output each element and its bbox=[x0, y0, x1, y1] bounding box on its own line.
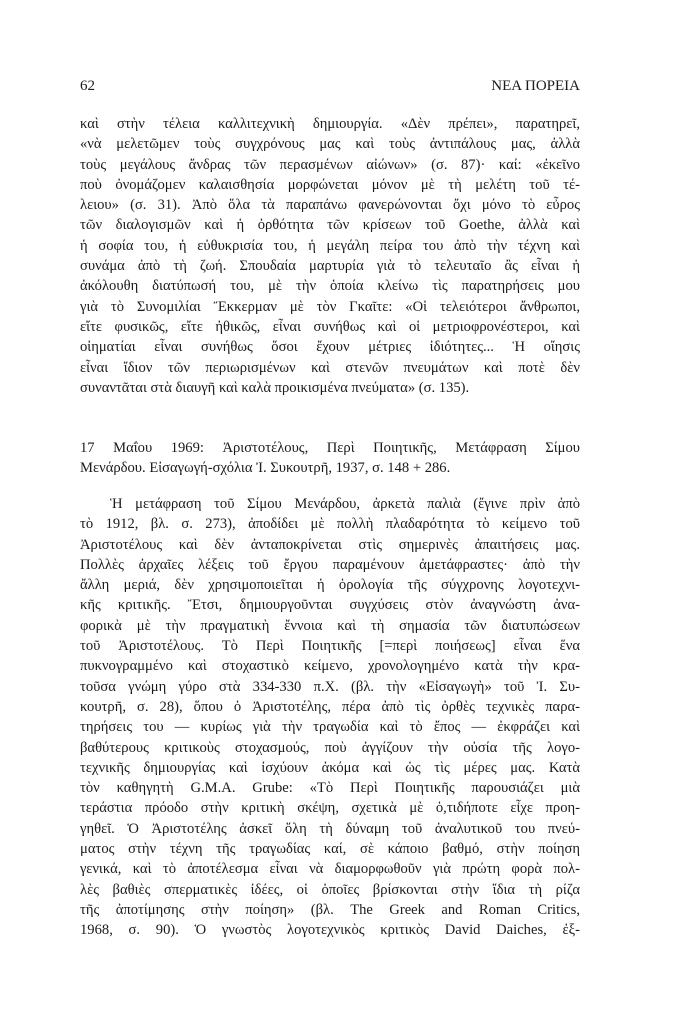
text-line: γηθεῖ. Ὁ Ἀριστοτέλης ἀσκεῖ ὅλη τὴ δύναμη τοῦ ἀναλυτικοῦ του πνεύ- bbox=[80, 820, 580, 837]
text-line: εἴτε φυσικῶς, εἴτε ἠθικῶς, εἶναι συνήθως καὶ οἱ μετριοφρονέστεροι, καὶ bbox=[80, 318, 580, 335]
text-line: ἡ σοφία του, ἡ εὐθυκρισία του, ἡ μεγάλη πείρα του ἀπὸ τὴν τέχνη καὶ bbox=[80, 237, 580, 254]
text-line: Ἡ μετάφραση τοῦ Σίμου Μενάρδου, ἀρκετὰ παλιὰ (ἔγινε πρὶν ἀπὸ bbox=[110, 496, 580, 512]
text-line: βαθύτερους κριτικοὺς στοχασμούς, ποὺ ἀγγίζουν τὴν οὐσία τῆς λογο- bbox=[80, 739, 580, 756]
text-line: Ἀριστοτέλους καὶ δὲν ἀνταποκρίνεται στὶς σημερινὲς ἀπαιτήσεις μας. bbox=[80, 536, 580, 553]
text-line: 17 Μαΐου 1969: Ἀριστοτέλους, Περὶ Ποιητικῆς, Μετάφραση Σίμου bbox=[80, 440, 580, 456]
paragraph-poetics-review bbox=[80, 494, 580, 941]
running-title: ΝΕΑ ΠΟΡΕΙΑ bbox=[491, 78, 580, 94]
text-line: οἰηματίαι εἶναι συνήθως ὅσοι ἔχουν μέτριες ἰδιότητες... Ἡ οἴησις bbox=[80, 339, 580, 356]
text-line: λὲς βαθιὲς σπερματικὲς ἰδέες, οἱ ὁποῖες βρίσκονται στὴν ἴδια τὴ ρίζα bbox=[80, 881, 580, 898]
text-line: φορικὰ μὲ τὴν πραγματικὴ ἔννοια καὶ τὴ σημασία τῶν διατυπώσεων bbox=[80, 617, 580, 634]
text-line: τὸ 1912, βλ. σ. 273), ἀποδίδει μὲ πολλὴ πλαδαρότητα τὸ κείμενο τοῦ bbox=[80, 516, 580, 533]
text-line: τεράστια πρόοδο στὴν κριτικὴ σκέψη, σχετικὰ μὲ ὁ,τιδήποτε εἶχε προη- bbox=[80, 800, 580, 817]
text-line: ποὺ ὀνομάζομεν καλαισθησία μορφώνεται μόνον μὲ τὴ μελέτη τοῦ τέ- bbox=[80, 176, 580, 193]
text-line: τηρήσεις του — κυρίως γιὰ τὴν τραγωδία καὶ τὸ ἔπος — ἐκφράζει καὶ bbox=[80, 719, 580, 736]
text-line: τεχνικῆς δημιουργίας καὶ ἰσχύουν ἀκόμα καὶ ὡς τὶς μέρες μας. Κατὰ bbox=[80, 759, 580, 776]
text-line: πυκνογραμμένο καὶ στοχαστικὸ κείμενο, χρονολογημένο κατὰ τὴν κρα- bbox=[80, 658, 580, 675]
entry-heading bbox=[80, 438, 580, 479]
text-line: κουτρῆ, σ. 28), ὅπου ὁ Ἀριστοτέλης, πέρα ἀπὸ τὶς ὀρθὲς τεχνικὲς παρα- bbox=[80, 698, 580, 715]
paragraph-goethe-quotes bbox=[80, 114, 580, 398]
text-line: τὸν καθηγητὴ G.M.A. Grube: «Τὸ Περὶ Ποιητικῆς παρουσιάζει μιὰ bbox=[80, 780, 580, 797]
text-line: εἶναι ἴδιον τῶν περιωρισμένων καὶ στενῶν πνευμάτων καὶ ποτὲ δὲν bbox=[80, 359, 580, 376]
text-line: καὶ στὴν τέλεια καλλιτεχνικὴ δημιουργία. «Δὲν πρέπει», παρατηρεῖ, bbox=[80, 116, 580, 132]
text-line: τῆς ἀποτίμησης στὴν ποίηση» (βλ. The Greek and Roman Critics, bbox=[80, 901, 580, 918]
text-line: τῶν διαλογισμῶν καὶ ἡ ὀρθότητα τῶν κρίσεων τοῦ Goethe, ἀλλὰ καὶ bbox=[80, 217, 580, 234]
text-line: «νὰ μελετῶμεν τοὺς συγχρόνους μας καὶ τοὺς ἀντιπάλους μας, ἀλλὰ bbox=[80, 136, 580, 153]
text-line: ματος στὴν τέχνη τῆς τραγωδίας καί, σὲ κάποιο βαθμό, στὴν ποίηση bbox=[80, 841, 580, 858]
text-line: Μενάρδου. Εἰσαγωγή-σχόλια Ἰ. Συκουτρῆ, 1937, σ. 148 + 286. bbox=[80, 460, 451, 477]
text-line: ἄλλη μεριά, δὲν χρησιμοποιεῖται ἡ ὁρολογία τῆς σύγχρονης λογοτεχνι- bbox=[80, 577, 580, 594]
text-line: Πολλὲς ἀρχαῖες λέξεις τοῦ ἔργου παραμένουν ἀμετάφραστες· ἀπὸ τὴν bbox=[80, 556, 580, 573]
text-line: ἀκόλουθη διατύπωσή του, μὲ τὴν ὁποία κλείνω τὶς παρατηρήσεις μου bbox=[80, 278, 580, 295]
text-line: κῆς κριτικῆς. Ἔτσι, δημιουργοῦνται συγχύσεις στὸν ἀναγνώστη ἀνα- bbox=[80, 597, 580, 614]
text-line: 1968, σ. 90). Ὁ γνωστὸς λογοτεχνικὸς κριτικὸς David Daiches, ἐξ- bbox=[80, 922, 580, 939]
text-line: γενικά, καὶ τὸ ἀποτέλεσμα εἶναι νὰ διαμορφωθοῦν γιὰ πρώτη φορὰ πολ- bbox=[80, 861, 580, 878]
text-line: λειου» (σ. 31). Ἀπὸ ὅλα τὰ παραπάνω φανερώνονται ὄχι μόνο τὸ εὖρος bbox=[80, 197, 580, 214]
text-line: τοὺς μεγάλους ἄνδρας τῶν περασμένων αἰώνων» (σ. 87)· καί: «ἐκεῖνο bbox=[80, 156, 580, 173]
text-line: γιὰ τὸ Συνομιλίαι Ἔκκερμαν μὲ τὸν Γκαῖτε: «Οἱ τελειότεροι ἄνθρωποι, bbox=[80, 298, 580, 315]
text-line: συνάμα ἀπὸ τὴ ζωή. Σπουδαία μαρτυρία γιὰ τὸ τελευταῖο ἂς εἶναι ἡ bbox=[80, 258, 580, 275]
page-header bbox=[80, 78, 580, 95]
text-line: τοῦ Ἀριστοτέλους. Τὸ Περὶ Ποιητικῆς [=περὶ ποιήσεως] εἶναι ἕνα bbox=[80, 638, 580, 655]
text-line: συναντᾶται στὰ διαυγῆ καὶ καλὰ προικισμένα πνεύματα» (σ. 135). bbox=[80, 379, 470, 396]
text-line: τοῦσα γνώμη γύρο στὰ 334-330 π.Χ. (βλ. τὴν «Εἰσαγωγὴ» τοῦ Ἰ. Συ- bbox=[80, 678, 580, 695]
page-number: 62 bbox=[80, 78, 95, 94]
